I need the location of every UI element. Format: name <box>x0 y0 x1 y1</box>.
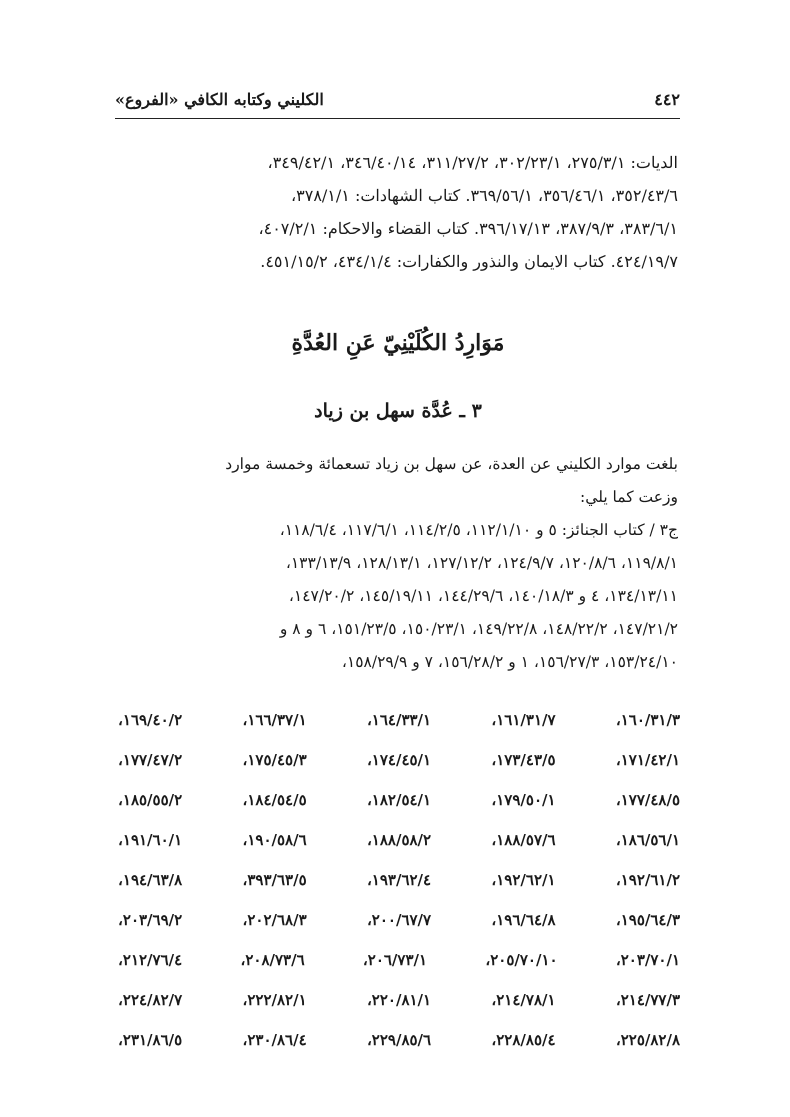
reference-cell: ١٨٨/٥٧/٦، <box>491 831 556 849</box>
reference-cell: ١٧٧/٤٧/٢، <box>118 751 183 769</box>
reference-cell: ١٨٤/٥٤/٥، <box>242 791 307 809</box>
page-number: ٤٤٢ <box>654 89 680 109</box>
reference-cell: ٢١٤/٧٨/١، <box>491 991 556 1009</box>
reference-cell: ٢٠٠/٦٧/٧، <box>366 911 432 929</box>
running-title: الكليني وكتابه الكافي «الفروع» <box>115 89 324 109</box>
reference-cell: ١٩٥/٦٤/٣، <box>615 911 680 929</box>
reference-row <box>118 740 680 780</box>
reference-cell: ١٩٦/٦٤/٨، <box>491 911 556 929</box>
reference-cell: ٢١٢/٧٦/٤، <box>118 951 183 969</box>
reference-cell: ١٨٦/٥٦/١، <box>615 831 680 849</box>
reference-cell: ٢٠٦/٧٣/١، <box>362 951 428 969</box>
reference-cell: ٢٢٩/٨٥/٦، <box>366 1031 432 1049</box>
reference-cell: ١٦٤/٣٣/١، <box>366 711 432 729</box>
reference-cell: ٢٠٢/٦٨/٣، <box>242 911 307 929</box>
reference-cell: ١٦١/٣١/٧، <box>491 711 556 729</box>
reference-row <box>118 980 680 1020</box>
reference-cell: ٢٢٨/٨٥/٤، <box>491 1031 556 1049</box>
reference-row <box>118 940 680 980</box>
reference-cell: ١٦٠/٣١/٣، <box>615 711 680 729</box>
reference-cell: ١٨٢/٥٤/١، <box>366 791 432 809</box>
reference-cell: ٢٠٣/٦٩/٢، <box>118 911 183 929</box>
intro-line: ٤٢٤/١٩/٧. كتاب الايمان والنذور والكفارات: ٤٣٤/١/٤، ٤٥١/١٥/٢. <box>260 252 678 271</box>
reference-cell: ٢٠٣/٧٠/١، <box>615 951 680 969</box>
reference-cell: ١٧٩/٥٠/١، <box>491 791 556 809</box>
reference-cell: ١٩٤/٦٣/٨، <box>118 871 183 889</box>
subsection-title: ٣ ـ عُدَّة سهل بن زياد <box>314 400 482 422</box>
reference-cell: ٣٩٣/٦٣/٥، <box>242 871 307 889</box>
reference-cell: ٢٢٤/٨٢/٧، <box>118 991 183 1009</box>
reference-cell: ٢٢٠/٨١/١، <box>366 991 432 1009</box>
reference-cell: ١٨٥/٥٥/٢، <box>118 791 183 809</box>
reference-cell: ٢٣٠/٨٦/٤، <box>242 1031 307 1049</box>
reference-row <box>118 820 680 860</box>
intro-line: ٣٥٢/٤٣/٦، ٣٥٦/٤٦/١، ٣٦٩/٥٦/١. كتاب الشهادات: ٣٧٨/١/١، <box>290 186 678 205</box>
body-line: ١٥٣/٢٤/١٠، ١٥٦/٢٧/٣، ١ و ١٥٦/٢٨/٢، ٧ و ١٥٨/٢٩/٩، <box>341 653 678 671</box>
reference-cell: ٢٣١/٨٦/٥، <box>118 1031 183 1049</box>
reference-cell: ١٩٣/٦٢/٤، <box>366 871 432 889</box>
reference-cell: ١٧١/٤٢/١، <box>615 751 680 769</box>
body-line: وزعت كما يلي: <box>580 488 678 506</box>
reference-row <box>118 1020 680 1060</box>
reference-cell: ١٧٧/٤٨/٥، <box>615 791 680 809</box>
body-line: ١٣٤/١٣/١١، ٤ و ١٤٠/١٨/٣، ١٤٤/٢٩/٦، ١٤٥/١٩/١١، ١٤٧/٢٠/٢، <box>288 587 678 605</box>
reference-cell: ١٧٥/٤٥/٣، <box>242 751 307 769</box>
intro-line: الديات: ٢٧٥/٣/١، ٣٠٢/٢٣/١، ٣١١/٢٧/٢، ٣٤٦/٤٠/١٤، ٣٤٩/٤٢/١، <box>267 153 678 172</box>
header-rule <box>115 118 680 119</box>
reference-cell: ١٧٤/٤٥/١، <box>366 751 432 769</box>
reference-cell: ١٨٨/٥٨/٢، <box>366 831 432 849</box>
reference-cell: ٢٠٥/٧٠/١٠، <box>485 951 558 969</box>
reference-cell: ١٦٦/٣٧/١، <box>242 711 307 729</box>
reference-cell: ١٦٩/٤٠/٢، <box>118 711 183 729</box>
body-paragraph <box>118 448 678 679</box>
reference-row <box>118 700 680 740</box>
reference-cell: ١٧٣/٤٣/٥، <box>491 751 556 769</box>
reference-cell: ٢٢٢/٨٢/١، <box>242 991 307 1009</box>
reference-row <box>118 780 680 820</box>
reference-cell: ١٩٠/٥٨/٦، <box>242 831 307 849</box>
body-line: ١١٩/٨/١، ١٢٠/٨/٦، ١٢٤/٩/٧، ١٢٧/١٢/٢، ١٢٨/١٣/١، ١٣٣/١٣/٩، <box>285 554 678 572</box>
reference-row <box>118 900 680 940</box>
reference-row <box>118 860 680 900</box>
reference-cell: ٢٢٥/٨٢/٨، <box>615 1031 680 1049</box>
reference-cell: ٢٠٨/٧٣/٦، <box>240 951 305 969</box>
intro-line: ٣٨٣/٦/١، ٣٨٧/٩/٣، ٣٩٦/١٧/١٣. كتاب القضاء والاحكام: ٤٠٧/٢/١، <box>258 219 678 238</box>
section-title: مَوَارِدُ الكُلَيْنِيّ عَنِ العُدَّةِ <box>291 330 505 356</box>
body-line: ١٤٧/٢١/٢، ١٤٨/٢٢/٢، ١٤٩/٢٢/٨، ١٥٠/٢٣/١، ١٥١/٢٣/٥، ٦ و ٨ و <box>279 620 678 638</box>
reference-cell: ١٩١/٦٠/١، <box>118 831 183 849</box>
reference-cell: ١٩٢/٦١/٢، <box>615 871 680 889</box>
body-line: بلغت موارد الكليني عن العدة، عن سهل بن زياد تسعمائة وخمسة موارد <box>225 455 678 473</box>
intro-paragraph <box>118 146 678 278</box>
body-line: ج٣ / كتاب الجنائز: ٥ و ١١٢/١/١٠، ١١٤/٢/٥، ١١٧/٦/١، ١١٨/٦/٤، <box>279 521 678 539</box>
reference-cell: ٢١٤/٧٧/٣، <box>615 991 680 1009</box>
page-header <box>115 84 680 114</box>
reference-cell: ١٩٢/٦٢/١، <box>491 871 556 889</box>
